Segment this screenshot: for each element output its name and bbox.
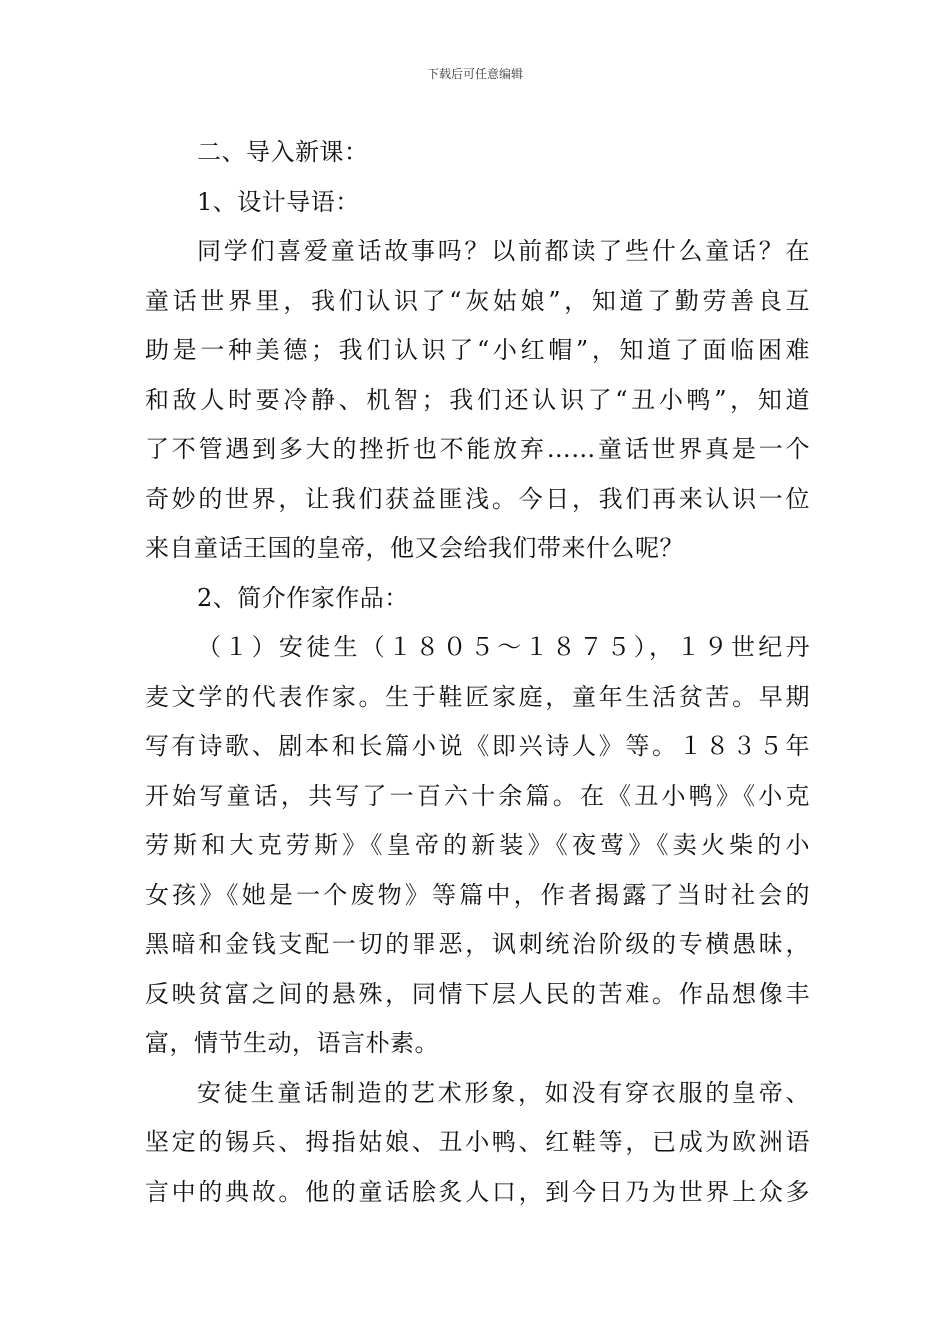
text-line: 麦文学的代表作家。生于鞋匠家庭，童年生活贫苦。早期	[145, 682, 810, 711]
text-line: 来自童话王国的皇帝，他又会给我们带来什么呢？	[145, 534, 684, 562]
text-line: 和敌人时要冷静、机智；我们还认识了“丑小鸭”，知道	[145, 385, 810, 414]
text-line: 奇妙的世界，让我们获益匪浅。今日，我们再来认识一位	[145, 484, 810, 513]
text-line: 二、导入新课：	[197, 138, 369, 166]
text-line: 2、简介作家作品：	[197, 583, 409, 612]
document-body	[145, 128, 810, 1217]
text-line: 黑暗和金钱支配一切的罪恶，讽刺统治阶级的专横愚昧，	[145, 930, 810, 958]
text-line: 劳斯和大克劳斯》《皇帝的新装》《夜莺》《卖火柴的小	[145, 831, 810, 859]
page-header: 下载后可任意编辑	[426, 67, 523, 81]
text-line: 言中的典故。他的童话脍炙人口，到今日乃为世界上众多	[145, 1177, 810, 1206]
text-line: 坚定的锡兵、拇指姑娘、丑小鸭、红鞋等，已成为欧洲语	[145, 1128, 810, 1156]
text-line: 助是一种美德；我们认识了“小红帽”，知道了面临困难	[145, 336, 810, 364]
text-line: 同学们喜爱童话故事吗？以前都读了些什么童话？在	[197, 237, 810, 265]
text-line: 开始写童话，共写了一百六十余篇。在《丑小鸭》《小克	[145, 781, 810, 810]
text-line: 反映贫富之间的悬殊，同情下层人民的苦难。作品想像丰	[145, 979, 810, 1008]
text-line: （１）安徒生（１８０５～１８７５），１９世纪丹	[197, 633, 810, 661]
text-line: 富，情节生动，语言朴素。	[145, 1029, 439, 1057]
text-line: 安徒生童话制造的艺术形象，如没有穿衣服的皇帝、	[197, 1078, 810, 1107]
text-line: 了不管遇到多大的挫折也不能放弃……童话世界真是一个	[145, 435, 810, 463]
text-line: 1、设计导语：	[197, 187, 360, 216]
text-line: 童话世界里，我们认识了“灰姑娘”，知道了勤劳善良互	[145, 286, 810, 315]
text-line: 写有诗歌、剧本和长篇小说《即兴诗人》等。１８３５年	[145, 732, 810, 760]
text-line: 女孩》《她是一个废物》等篇中，作者揭露了当时社会的	[145, 880, 810, 909]
